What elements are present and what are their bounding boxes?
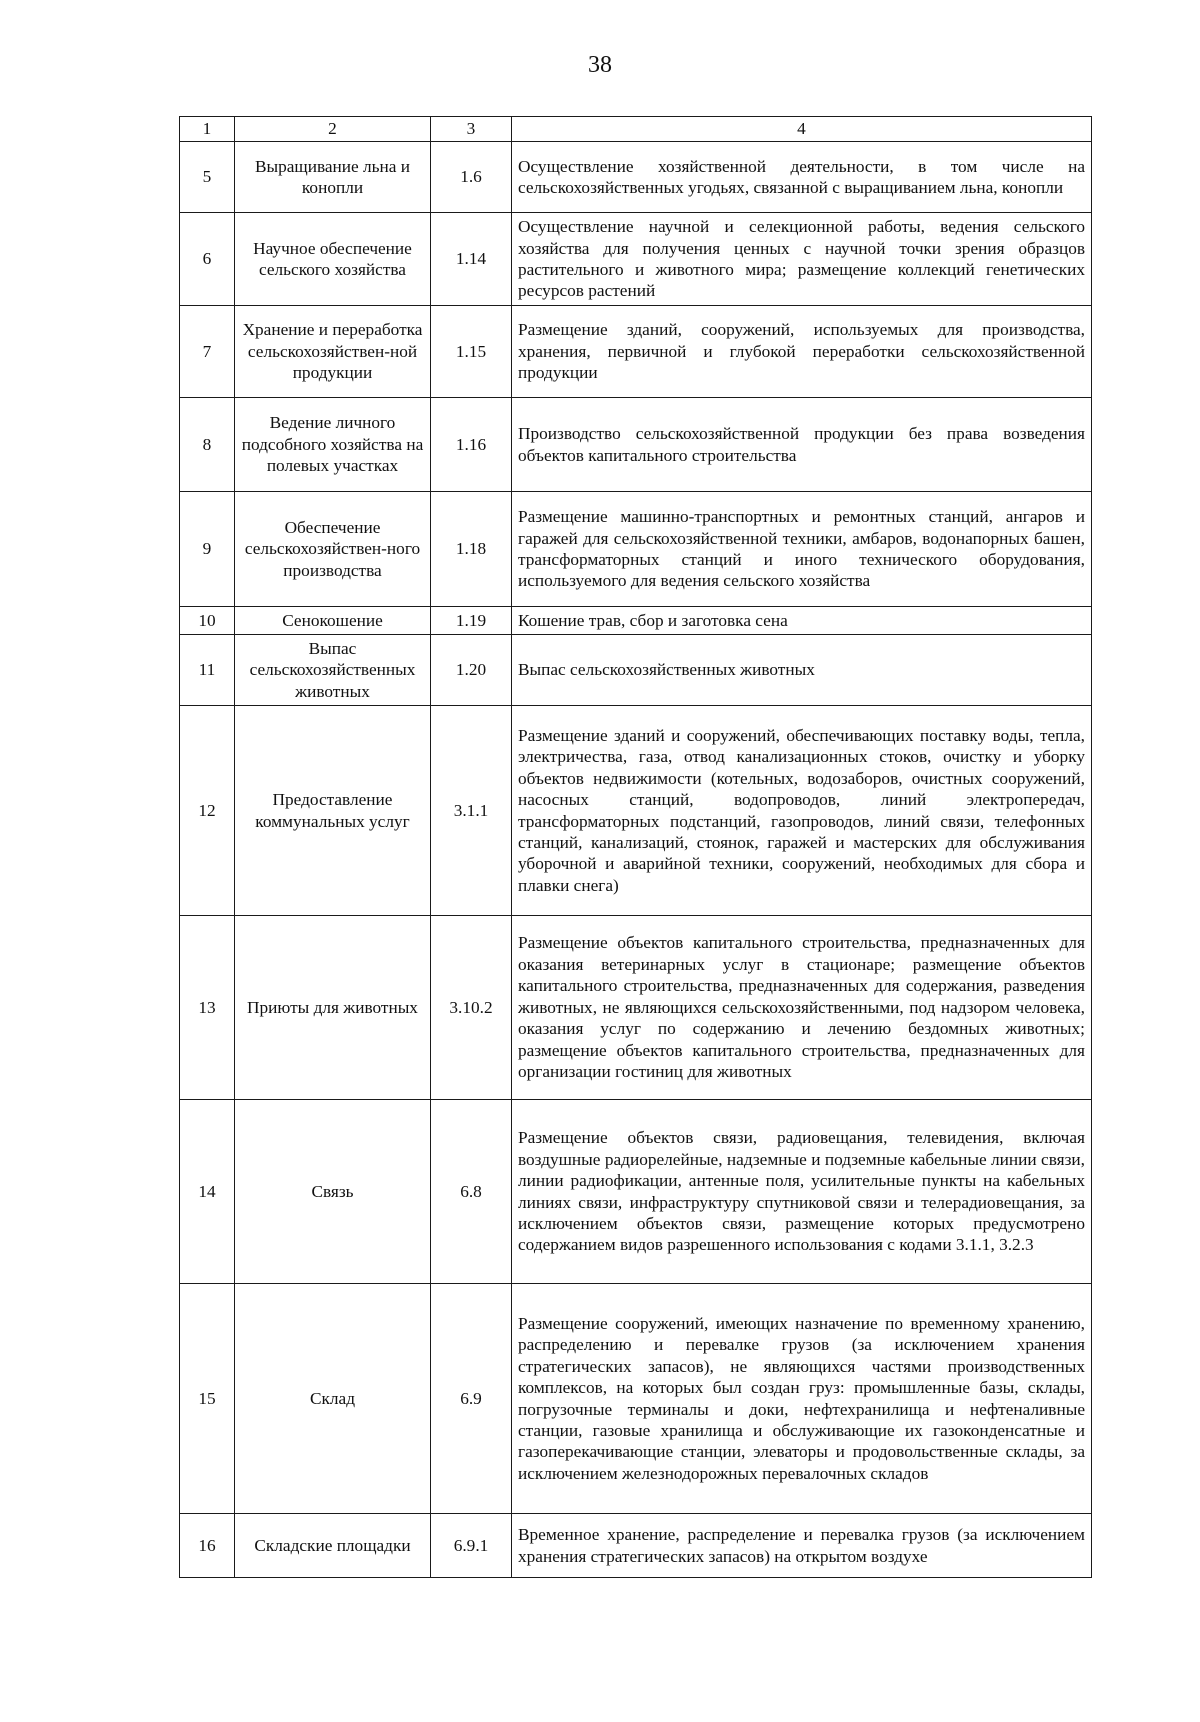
row-description: Размещение объектов капитального строительства, предназначенных для оказания ветеринарных услуг в стационаре; размещение объектов капитального строительства, предназначенных для содержания, разведения животных, не являющихся сельскохозяйственными, под надзором человека, оказания услуг по содержанию и лечению бездомных животных; размещение объектов капитального строительства, предназначенных для организации гостиниц для животных xyxy=(512,916,1092,1100)
land-use-table xyxy=(179,116,1092,1578)
row-description: Производство сельскохозяйственной продукции без права возведения объектов капитального строительства xyxy=(512,398,1092,492)
row-name: Хранение и переработка сельскохозяйствен-ной продукции xyxy=(235,306,431,398)
row-number: 16 xyxy=(180,1514,235,1578)
row-description: Осуществление научной и селекционной работы, ведения сельского хозяйства для получения ценных с научной точки зрения образцов растительного и животного мира; размещение коллекций генетических ресурсов растений xyxy=(512,213,1092,306)
row-description: Размещение сооружений, имеющих назначение по временному хранению, распределению и перевалке грузов (за исключением хранения стратегических запасов), не являющихся частями производственных комплексов, на которых был создан груз: промышленные базы, склады, погрузочные терминалы и доки, нефтехранилища и нефтеналивные станции, газовые хранилища и обслуживающие их газоконденсатные и газоперекачивающие станции, элеваторы и продовольственные склады, за исключением железнодорожных перевалочных складов xyxy=(512,1284,1092,1514)
row-description: Выпас сельскохозяйственных животных xyxy=(512,635,1092,706)
row-name: Обеспечение сельскохозяйствен-ного производства xyxy=(235,492,431,607)
table-header-row xyxy=(180,117,1092,142)
row-number: 12 xyxy=(180,706,235,916)
row-number: 6 xyxy=(180,213,235,306)
row-code: 1.20 xyxy=(431,635,512,706)
row-name: Предоставление коммунальных услуг xyxy=(235,706,431,916)
table-row xyxy=(180,1100,1092,1284)
row-number: 5 xyxy=(180,142,235,213)
row-description: Осуществление хозяйственной деятельности, в том числе на сельскохозяйственных угодьях, связанной с выращиванием льна, конопли xyxy=(512,142,1092,213)
row-code: 6.9 xyxy=(431,1284,512,1514)
table-row xyxy=(180,306,1092,398)
row-code: 1.14 xyxy=(431,213,512,306)
row-number: 10 xyxy=(180,607,235,635)
table-row xyxy=(180,706,1092,916)
row-name: Приюты для животных xyxy=(235,916,431,1100)
row-code: 1.19 xyxy=(431,607,512,635)
row-description: Размещение объектов связи, радиовещания, телевидения, включая воздушные радиорелейные, надземные и подземные кабельные линии связи, линии радиофикации, антенные поля, усилительные пункты на кабельных линиях связи, инфраструктуру спутниковой связи и телерадиовещания, за исключением объектов связи, размещение которых предусмотрено содержанием видов разрешенного использования с кодами 3.1.1, 3.2.3 xyxy=(512,1100,1092,1284)
header-col-description: 4 xyxy=(512,117,1092,142)
header-col-number: 1 xyxy=(180,117,235,142)
table-row xyxy=(180,1284,1092,1514)
table-row xyxy=(180,607,1092,635)
row-description: Размещение машинно-транспортных и ремонтных станций, ангаров и гаражей для сельскохозяйственной техники, амбаров, водонапорных башен, трансформаторных станций и иного технического оборудования, используемого для ведения сельского хозяйства xyxy=(512,492,1092,607)
row-name: Складские площадки xyxy=(235,1514,431,1578)
table-row xyxy=(180,916,1092,1100)
row-name: Сенокошение xyxy=(235,607,431,635)
row-name: Связь xyxy=(235,1100,431,1284)
header-col-name: 2 xyxy=(235,117,431,142)
row-code: 6.8 xyxy=(431,1100,512,1284)
table-row xyxy=(180,635,1092,706)
table-row xyxy=(180,1514,1092,1578)
row-number: 13 xyxy=(180,916,235,1100)
row-description: Размещение зданий и сооружений, обеспечивающих поставку воды, тепла, электричества, газа, отвод канализационных стоков, очистку и уборку объектов недвижимости (котельных, водозаборов, очистных сооружений, насосных станций, водопроводов, линий электропередач, трансформаторных подстанций, газопроводов, линий связи, телефонных станций, канализаций, стоянок, гаражей и мастерских для обслуживания уборочной и аварийной техники, сооружений, необходимых для сбора и плавки снега) xyxy=(512,706,1092,916)
row-name: Выпас сельскохозяйственных животных xyxy=(235,635,431,706)
row-number: 9 xyxy=(180,492,235,607)
table-row xyxy=(180,398,1092,492)
row-code: 1.18 xyxy=(431,492,512,607)
row-code: 3.1.1 xyxy=(431,706,512,916)
header-col-code: 3 xyxy=(431,117,512,142)
row-code: 6.9.1 xyxy=(431,1514,512,1578)
row-description: Кошение трав, сбор и заготовка сена xyxy=(512,607,1092,635)
table-row xyxy=(180,492,1092,607)
row-number: 15 xyxy=(180,1284,235,1514)
row-name: Выращивание льна и конопли xyxy=(235,142,431,213)
row-number: 8 xyxy=(180,398,235,492)
row-description: Размещение зданий, сооружений, используемых для производства, хранения, первичной и глубокой переработки сельскохозяйственной продукции xyxy=(512,306,1092,398)
row-name: Ведение личного подсобного хозяйства на полевых участках xyxy=(235,398,431,492)
row-code: 1.15 xyxy=(431,306,512,398)
row-number: 7 xyxy=(180,306,235,398)
table-row xyxy=(180,142,1092,213)
row-code: 1.6 xyxy=(431,142,512,213)
page-number: 38 xyxy=(588,52,612,78)
row-code: 1.16 xyxy=(431,398,512,492)
row-name: Научное обеспечение сельского хозяйства xyxy=(235,213,431,306)
row-number: 11 xyxy=(180,635,235,706)
row-description: Временное хранение, распределение и перевалка грузов (за исключением хранения стратегических запасов) на открытом воздухе xyxy=(512,1514,1092,1578)
row-number: 14 xyxy=(180,1100,235,1284)
table-row xyxy=(180,213,1092,306)
row-code: 3.10.2 xyxy=(431,916,512,1100)
row-name: Склад xyxy=(235,1284,431,1514)
